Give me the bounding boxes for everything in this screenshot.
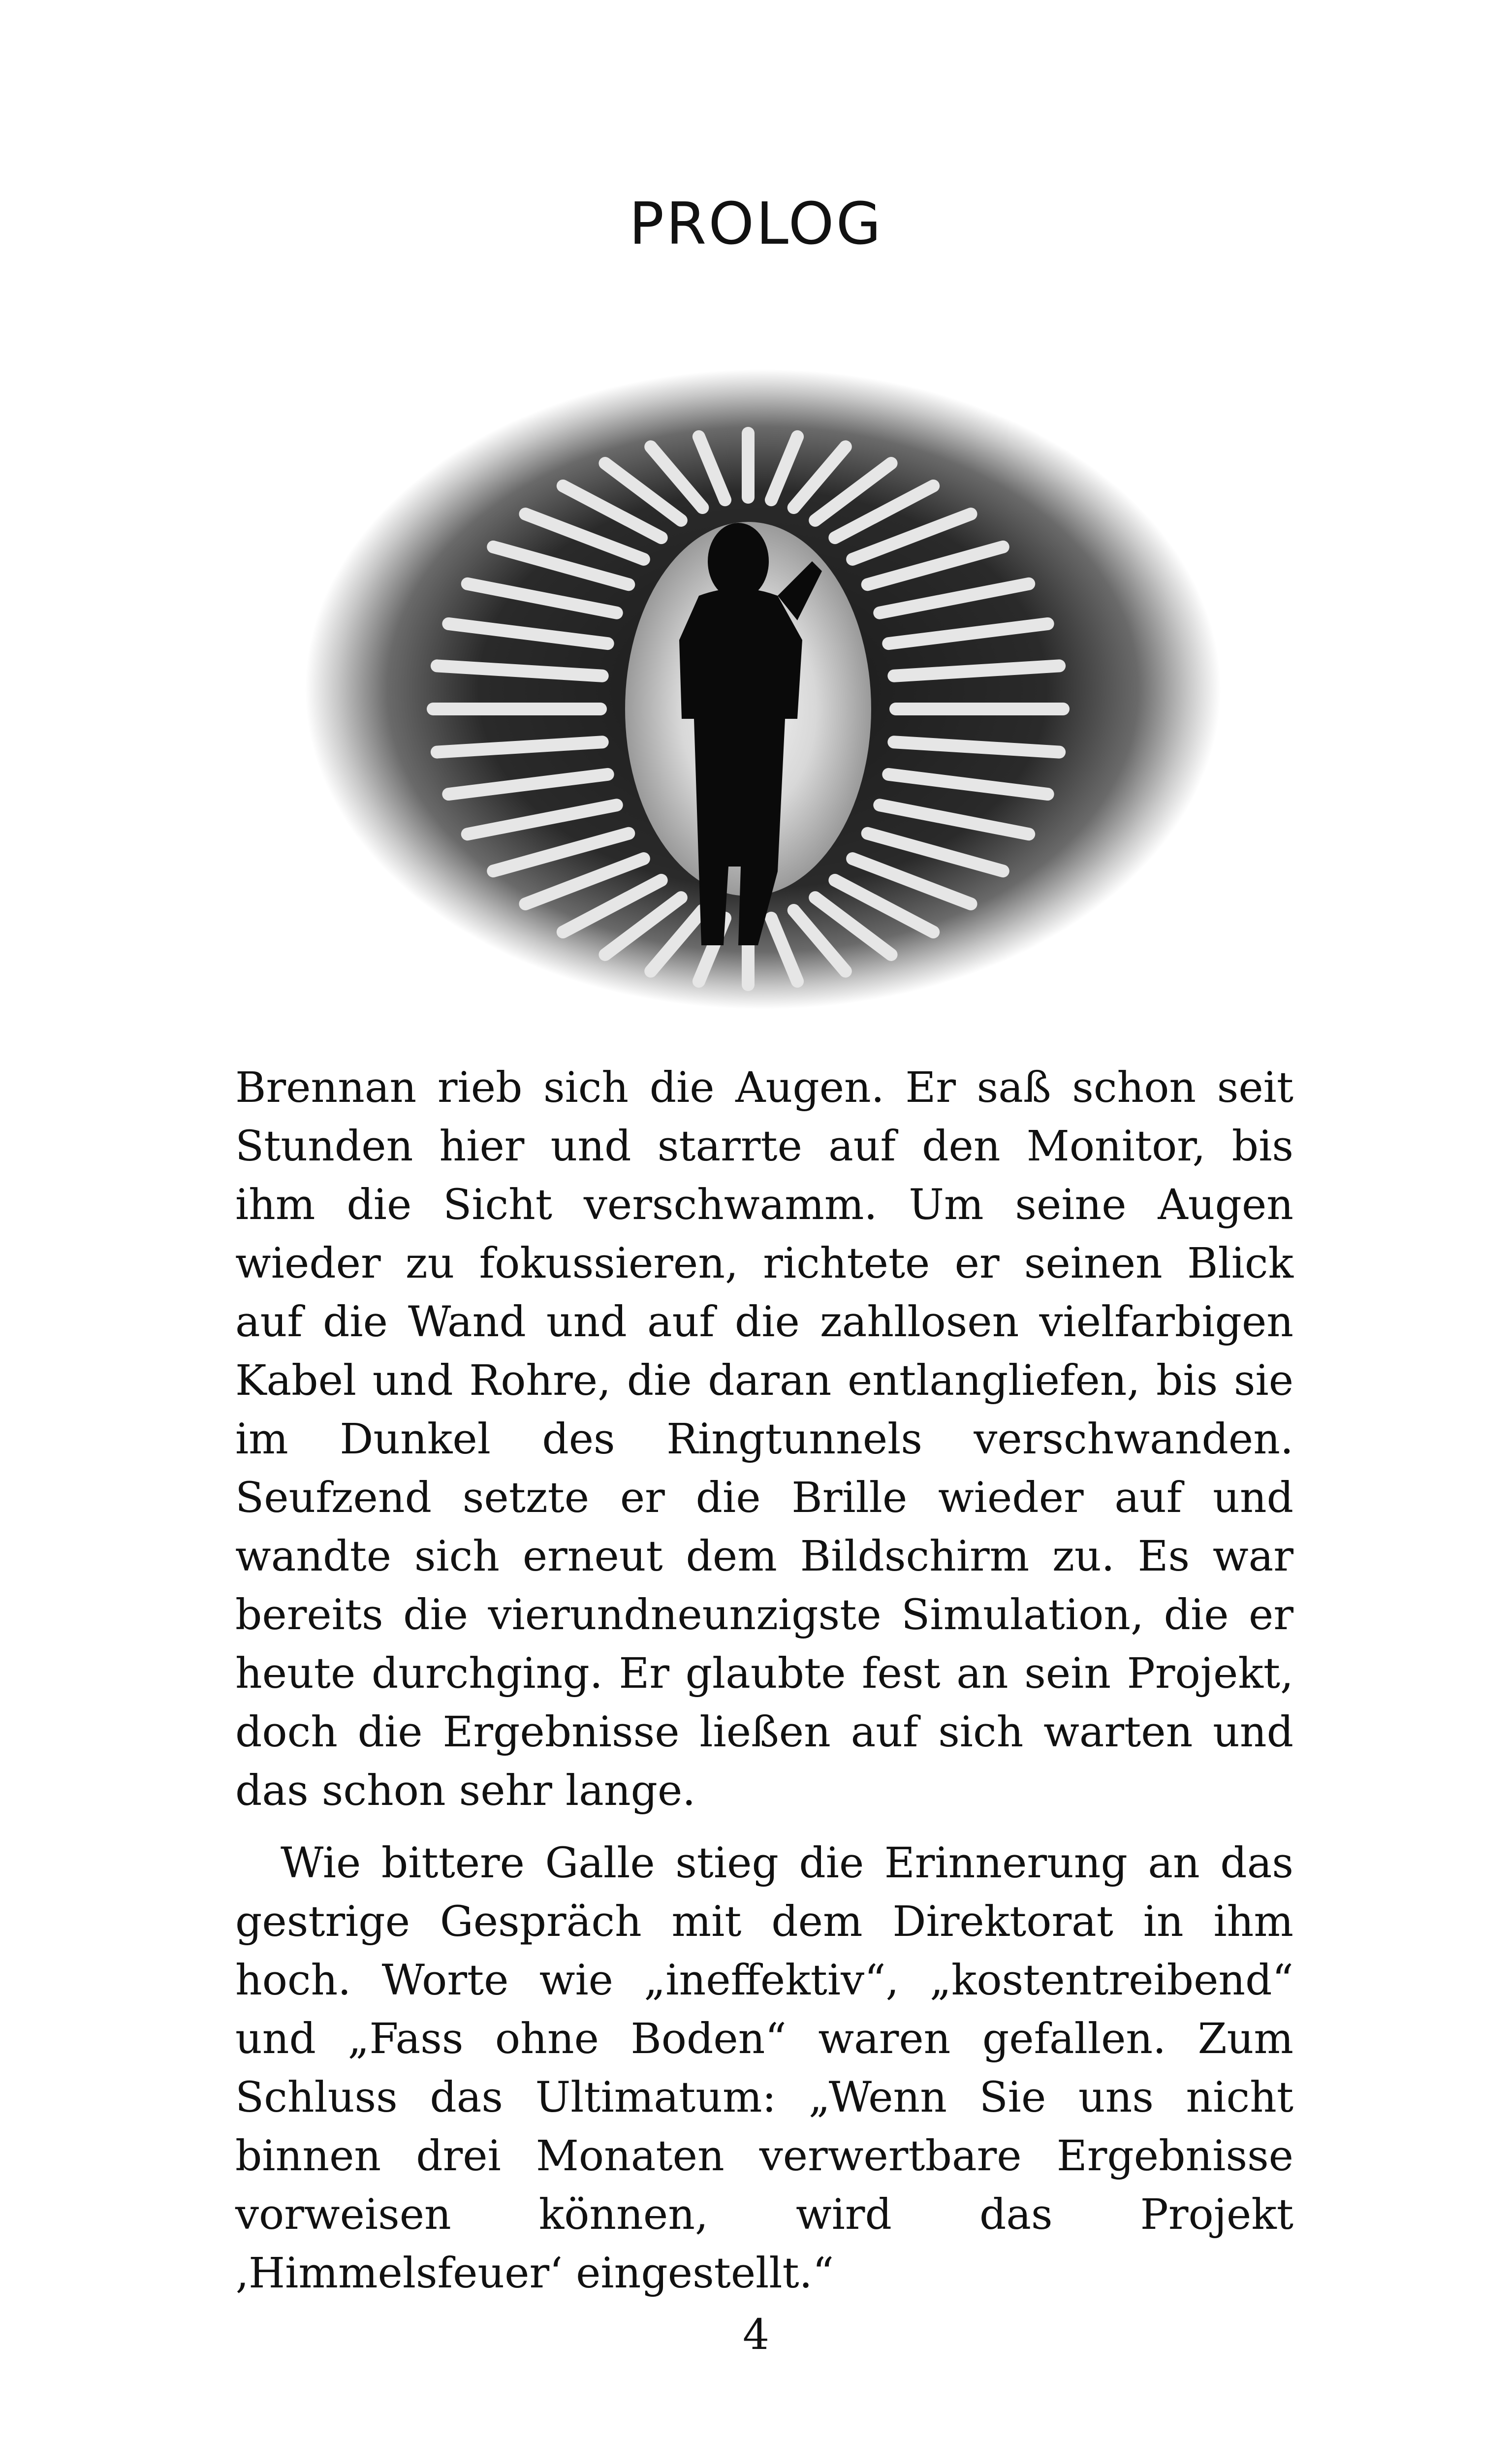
page-number: 4 [742,2311,770,2359]
paragraph-2: Wie bittere Galle stieg die Erinnerung an das gestrige Gespräch mit dem Direktorat in ihm hoch. Worte wie „ineffektiv“, „kostentreibend“ und „Fass ohne Boden“ waren gefallen. Zum Schluss das Ultimatum: „Wenn Sie uns nicht binnen drei Monaten verwertbare Ergebnisse vorweisen können, wird das Projekt ‚Himmelsfeuer‘ eingestellt.“ [235,1839,1293,2298]
body-text [235,1059,1293,2303]
paragraph-1: Brennan rieb sich die Augen. Er saß schon seit Stunden hier und starrte auf den Monitor, bis ihm die Sicht verschwamm. Um seine Augen wieder zu fokussieren, richtete er seinen Blick auf die Wand und auf die zahllosen vielfarbigen Kabel und Rohre, die daran entlangliefen, bis sie im Dunkel des Ringtunnels verschwanden. Seufzend setzte er die Brille wieder auf und wandte sich erneut dem Bildschirm zu. Es war bereits die vierundneunzigste Simulation, die er heute durchging. Er glaubte fest an sein Projekt, doch die Ergebnisse ließen auf sich warten und das schon sehr lange. [235,1063,1293,1815]
detector-illustration [305,364,1221,1014]
chapter-title: PROLOG [629,190,883,257]
